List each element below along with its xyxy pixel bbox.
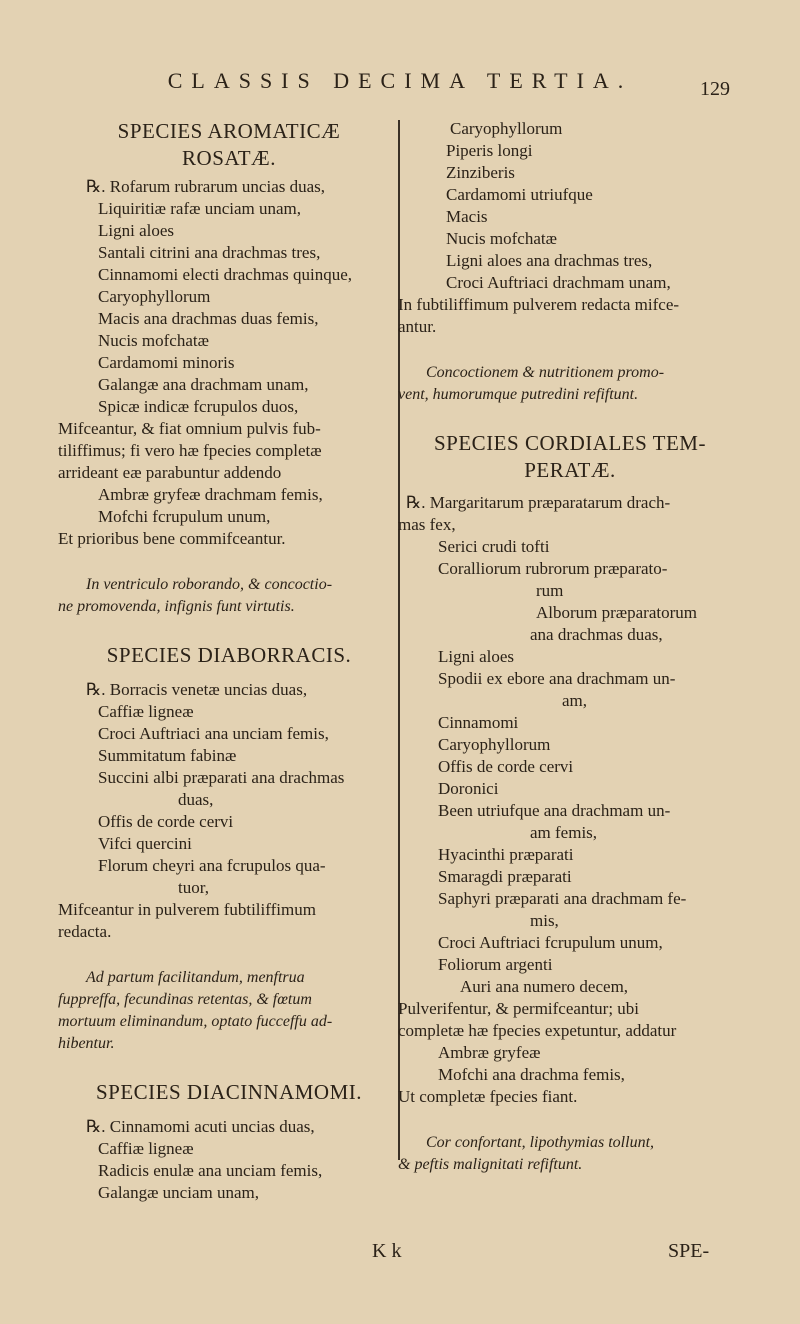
recipe-line: Vifci quercini bbox=[98, 834, 192, 853]
recipe-line: Coralliorum rubrorum præparato- bbox=[438, 559, 668, 578]
recipe-line: ℞. Margaritarum præparatarum drach- bbox=[406, 493, 671, 512]
recipe-line: Spicæ indicæ fcrupulos duos, bbox=[98, 397, 299, 416]
recipe-line: Galangæ ana drachmam unam, bbox=[98, 375, 309, 394]
recipe-line: Macis bbox=[446, 207, 488, 226]
recipe-line: Galangæ unciam unam, bbox=[98, 1183, 259, 1202]
recipe-line: ana drachmas duas, bbox=[530, 625, 663, 644]
signature-mark: K k bbox=[372, 1240, 402, 1262]
recipe-line: Ut completæ fpecies fiant. bbox=[398, 1087, 578, 1106]
recipe-line: am, bbox=[562, 691, 588, 710]
recipe-line: Mifceantur, & fiat omnium pulvis fub- bbox=[58, 419, 321, 438]
recipe-line: Offis de corde cervi bbox=[438, 757, 574, 776]
recipe-line: Caffiæ ligneæ bbox=[98, 702, 194, 721]
recipe-line: Cinnamomi electi drachmas quinque, bbox=[98, 265, 352, 284]
virtue-note: mortuum eliminandum, optato fucceffu ad- bbox=[58, 1013, 333, 1030]
recipe-line: mis, bbox=[530, 911, 559, 930]
recipe-line: Foliorum argenti bbox=[438, 955, 553, 974]
recipe-line: ℞. Cinnamomi acuti uncias duas, bbox=[86, 1117, 315, 1136]
recipe-line: Ligni aloes ana drachmas tres, bbox=[446, 251, 653, 270]
recipe-line: Smaragdi præparati bbox=[438, 867, 572, 886]
recipe-line: Doronici bbox=[438, 779, 499, 798]
recipe-line: Ambræ gryfeæ drachmam femis, bbox=[98, 485, 323, 504]
recipe-line: Caryophyllorum bbox=[438, 735, 551, 754]
recipe-line: Saphyri præparati ana drachmam fe- bbox=[438, 889, 687, 908]
recipe-line: Florum cheyri ana fcrupulos qua- bbox=[98, 856, 326, 875]
section-species-diacinnamomi bbox=[58, 1079, 400, 1204]
recipe-line: Cinnamomi bbox=[438, 713, 519, 732]
recipe-line: Been utriufque ana drachmam un- bbox=[438, 801, 671, 820]
recipe-line: redacta. bbox=[58, 922, 112, 941]
virtue-note: fuppreffa, fecundinas retentas, & fœtum bbox=[58, 991, 312, 1008]
recipe-line: Auri ana numero decem, bbox=[460, 977, 629, 996]
catchword: SPE- bbox=[668, 1240, 710, 1262]
recipe-line: mas fex, bbox=[398, 515, 456, 534]
recipe-line: Caryophyllorum bbox=[98, 287, 211, 306]
recipe-line: Mofchi ana drachma femis, bbox=[438, 1065, 625, 1084]
section-title: PERATÆ. bbox=[524, 458, 616, 482]
recipe-line: Zinziberis bbox=[446, 163, 515, 182]
recipe-line: Et prioribus bene commifceantur. bbox=[58, 529, 286, 548]
recipe-line: Piperis longi bbox=[446, 141, 533, 160]
recipe-line: am femis, bbox=[530, 823, 598, 842]
continued-recipe bbox=[398, 118, 742, 406]
recipe-line: Liquiritiæ rafæ unciam unam, bbox=[98, 199, 302, 218]
recipe-line: Nucis mofchatæ bbox=[98, 331, 209, 350]
running-head: CLASSIS DECIMA TERTIA. bbox=[167, 68, 633, 93]
recipe-line: rum bbox=[536, 581, 564, 600]
recipe-line: Pulverifentur, & permifceantur; ubi bbox=[398, 999, 640, 1018]
recipe-line: Serici crudi tofti bbox=[438, 537, 550, 556]
virtue-note: vent, humorumque putredini refiftunt. bbox=[398, 386, 639, 403]
recipe-line: Nucis mofchatæ bbox=[446, 229, 557, 248]
recipe-line: Radicis enulæ ana unciam femis, bbox=[98, 1161, 323, 1180]
recipe-line: Croci Auftriaci drachmam unam, bbox=[446, 273, 671, 292]
recipe-line: ℞. Rofarum rubrarum uncias duas, bbox=[86, 177, 326, 196]
virtue-note: Concoctionem & nutritionem promo- bbox=[426, 364, 665, 381]
recipe-line: Ligni aloes bbox=[98, 221, 175, 240]
recipe-line: Succini albi præparati ana drachmas bbox=[98, 768, 345, 787]
section-title: SPECIES DIABORRACIS. bbox=[106, 643, 352, 667]
recipe-line: Offis de corde cervi bbox=[98, 812, 234, 831]
recipe-line: duas, bbox=[178, 790, 214, 809]
recipe-line: Croci Auftriaci fcrupulum unum, bbox=[438, 933, 663, 952]
section-species-diaborracis bbox=[58, 642, 400, 1055]
recipe-line: Cardamomi utriufque bbox=[446, 185, 593, 204]
recipe-line: Cardamomi minoris bbox=[98, 353, 235, 372]
recipe-line: tuor, bbox=[178, 878, 209, 897]
section-title: ROSATÆ. bbox=[182, 146, 276, 170]
recipe-line: Spodii ex ebore ana drachmam un- bbox=[438, 669, 676, 688]
left-column bbox=[58, 118, 400, 1204]
recipe-line: Ambræ gryfeæ bbox=[438, 1043, 541, 1062]
recipe-line: In fubtiliffimum pulverem redacta mifce- bbox=[398, 295, 680, 314]
section-title: SPECIES CORDIALES TEM- bbox=[434, 431, 706, 455]
virtue-note: ne promovenda, infignis funt virtutis. bbox=[58, 598, 295, 615]
virtue-note: Cor confortant, lipothymias tollunt, bbox=[426, 1134, 655, 1151]
recipe-line: Mofchi fcrupulum unum, bbox=[98, 507, 271, 526]
recipe-line: Macis ana drachmas duas femis, bbox=[98, 309, 319, 328]
recipe-line: Caffiæ ligneæ bbox=[98, 1139, 194, 1158]
recipe-line: Santali citrini ana drachmas tres, bbox=[98, 243, 321, 262]
recipe-line: Mifceantur in pulverem fubtiliffimum bbox=[58, 900, 316, 919]
section-species-aromaticae-rosatae bbox=[58, 118, 400, 618]
virtue-note: Ad partum facilitandum, menftrua bbox=[86, 969, 305, 986]
right-column bbox=[398, 118, 742, 1176]
virtue-note: & peftis malignitati refiftunt. bbox=[398, 1156, 583, 1173]
recipe-line: completæ hæ fpecies expetuntur, addatur bbox=[398, 1021, 677, 1040]
recipe-line: Alborum præparatorum bbox=[536, 603, 697, 622]
recipe-line: Summitatum fabinæ bbox=[98, 746, 237, 765]
recipe-line: tiliffimus; fi vero hæ fpecies completæ bbox=[58, 441, 322, 460]
recipe-line: Ligni aloes bbox=[438, 647, 515, 666]
page-number: 129 bbox=[700, 78, 730, 100]
recipe-line: Croci Auftriaci ana unciam femis, bbox=[98, 724, 329, 743]
recipe-line: Hyacinthi præparati bbox=[438, 845, 574, 864]
section-species-cordiales-temperatae bbox=[398, 430, 742, 1176]
recipe-line: Caryophyllorum bbox=[450, 119, 563, 138]
recipe-line: arrideant eæ parabuntur addendo bbox=[58, 463, 282, 482]
recipe-line: antur. bbox=[398, 317, 437, 336]
recipe-line: ℞. Borracis venetæ uncias duas, bbox=[86, 680, 308, 699]
section-title: SPECIES DIACINNAMOMI. bbox=[95, 1080, 363, 1104]
section-title: SPECIES AROMATICÆ bbox=[117, 119, 341, 143]
virtue-note: In ventriculo roborando, & concoctio- bbox=[86, 576, 333, 593]
virtue-note: hibentur. bbox=[58, 1035, 115, 1052]
